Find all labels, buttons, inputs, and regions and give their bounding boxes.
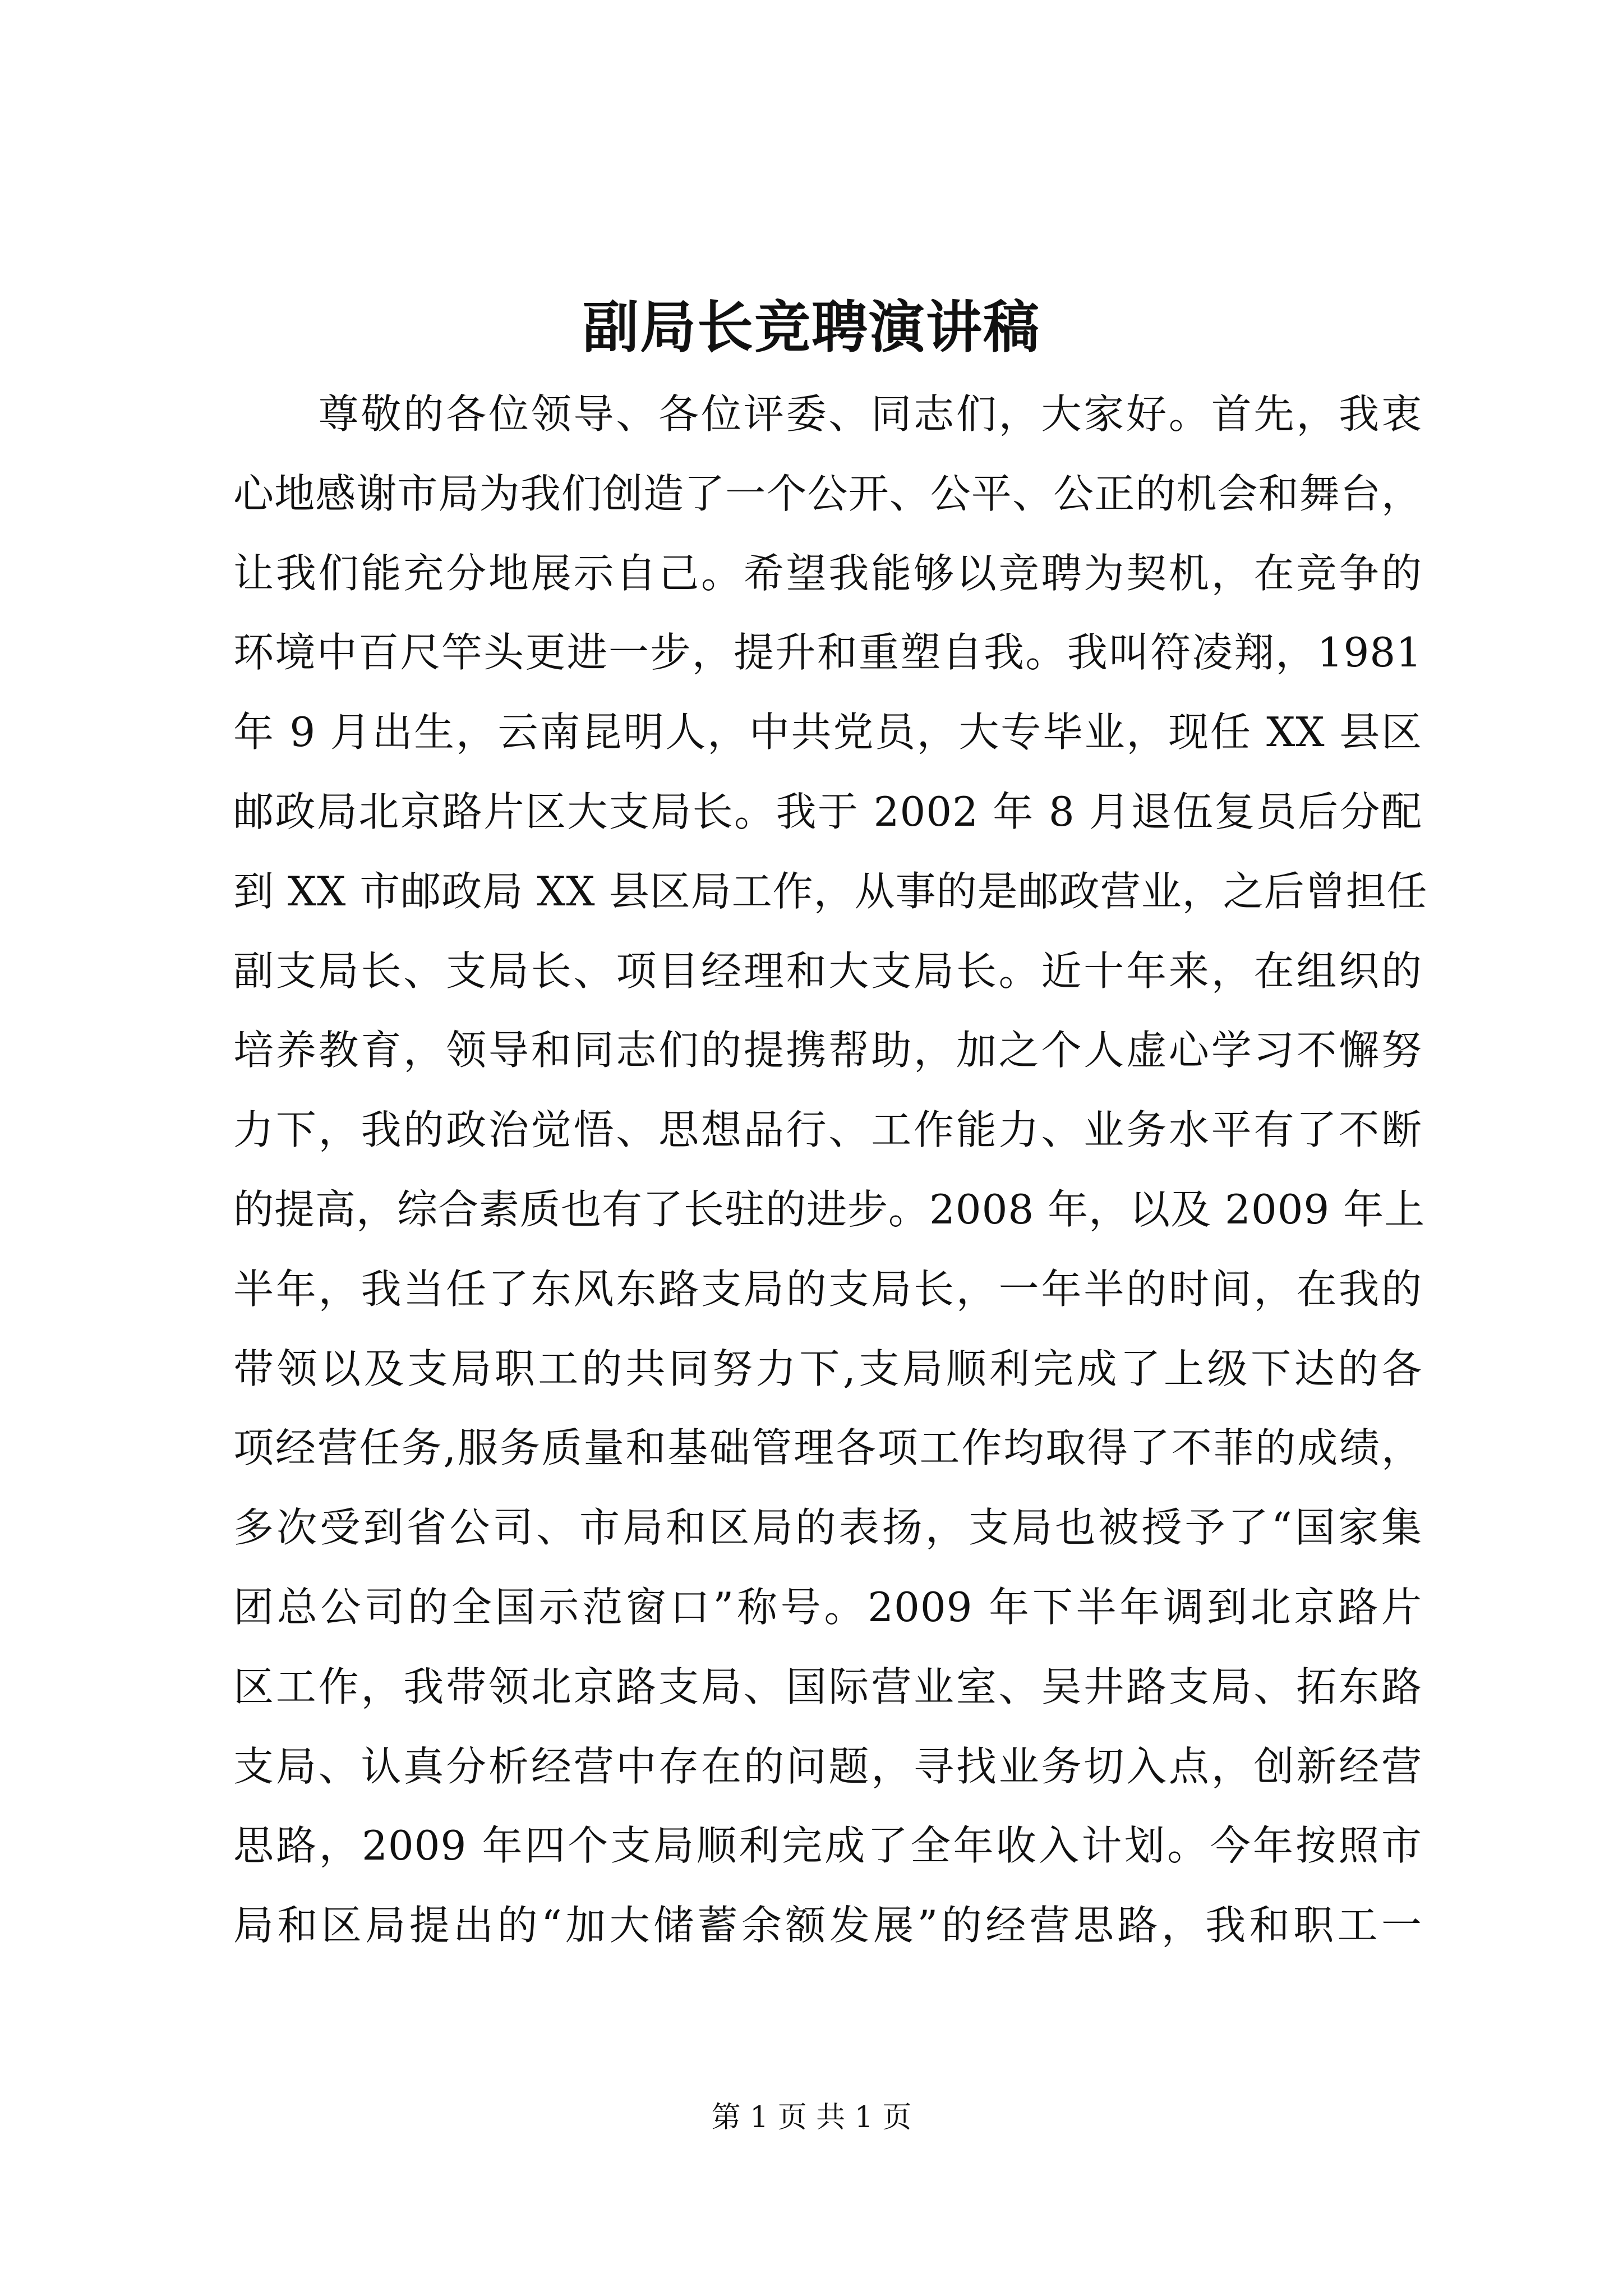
- paragraph-line: 邮政局北京路片区大支局长。我于 2002 年 8 月退伍复员后分配: [233, 788, 1422, 835]
- paragraph-line: 团总公司的全国示范窗口”称号。2009 年下半年调到北京路片: [233, 1583, 1422, 1631]
- paragraph-line: 项经营任务,服务质量和基础管理各项工作均取得了不菲的成绩，: [233, 1424, 1422, 1472]
- paragraph-line: 副支局长、支局长、项目经理和大支局长。近十年来，在组织的: [233, 947, 1422, 995]
- paragraph-line: 心地感谢市局为我们创造了一个公开、公平、公正的机会和舞台，: [233, 470, 1422, 517]
- page-title: 副局长竞聘演讲稿: [583, 294, 1040, 360]
- paragraph-line: 环境中百尺竿头更进一步，提升和重塑自我。我叫符凌翔，1981: [233, 629, 1422, 677]
- paragraph-line: 培养教育，领导和同志们的提携帮助，加之个人虚心学习不懈努: [233, 1027, 1422, 1074]
- paragraph-line: 的提高，综合素质也有了长驻的进步。2008 年，以及 2009 年上: [233, 1185, 1426, 1233]
- paragraph-line: 半年，我当任了东风东路支局的支局长，一年半的时间，在我的: [233, 1265, 1422, 1313]
- page-number: 第 1 页 共 1 页: [711, 2101, 912, 2134]
- paragraph-line: 带领以及支局职工的共同努力下,支局顺利完成了上级下达的各: [233, 1345, 1422, 1392]
- paragraph-line: 到 XX 市邮政局 XX 县区局工作，从事的是邮政营业，之后曾担任: [233, 867, 1428, 915]
- body-text: [233, 375, 1428, 1966]
- paragraph-line: 思路，2009 年四个支局顺利完成了全年收入计划。今年按照市: [233, 1822, 1422, 1870]
- paragraph-line: 区工作，我带领北京路支局、国际营业室、吴井路支局、拓东路: [233, 1663, 1422, 1710]
- paragraph-line: 年 9 月出生，云南昆明人，中共党员，大专毕业，现任 XX 县区: [233, 708, 1422, 756]
- paragraph-line: 力下，我的政治觉悟、思想品行、工作能力、业务水平有了不断: [233, 1106, 1422, 1154]
- paragraph-line: 尊敬的各位领导、各位评委、同志们，大家好。首先，我衷: [233, 390, 1422, 438]
- paragraph-line: 让我们能充分地展示自己。希望我能够以竞聘为契机，在竞争的: [233, 549, 1422, 597]
- paragraph-line: 局和区局提出的“加大储蓄余额发展”的经营思路，我和职工一: [233, 1902, 1422, 1949]
- paragraph-line: 支局、认真分析经营中存在的问题，寻找业务切入点，创新经营: [233, 1742, 1422, 1790]
- paragraph-line: 多次受到省公司、市局和区局的表扬，支局也被授予了“国家集: [233, 1504, 1422, 1552]
